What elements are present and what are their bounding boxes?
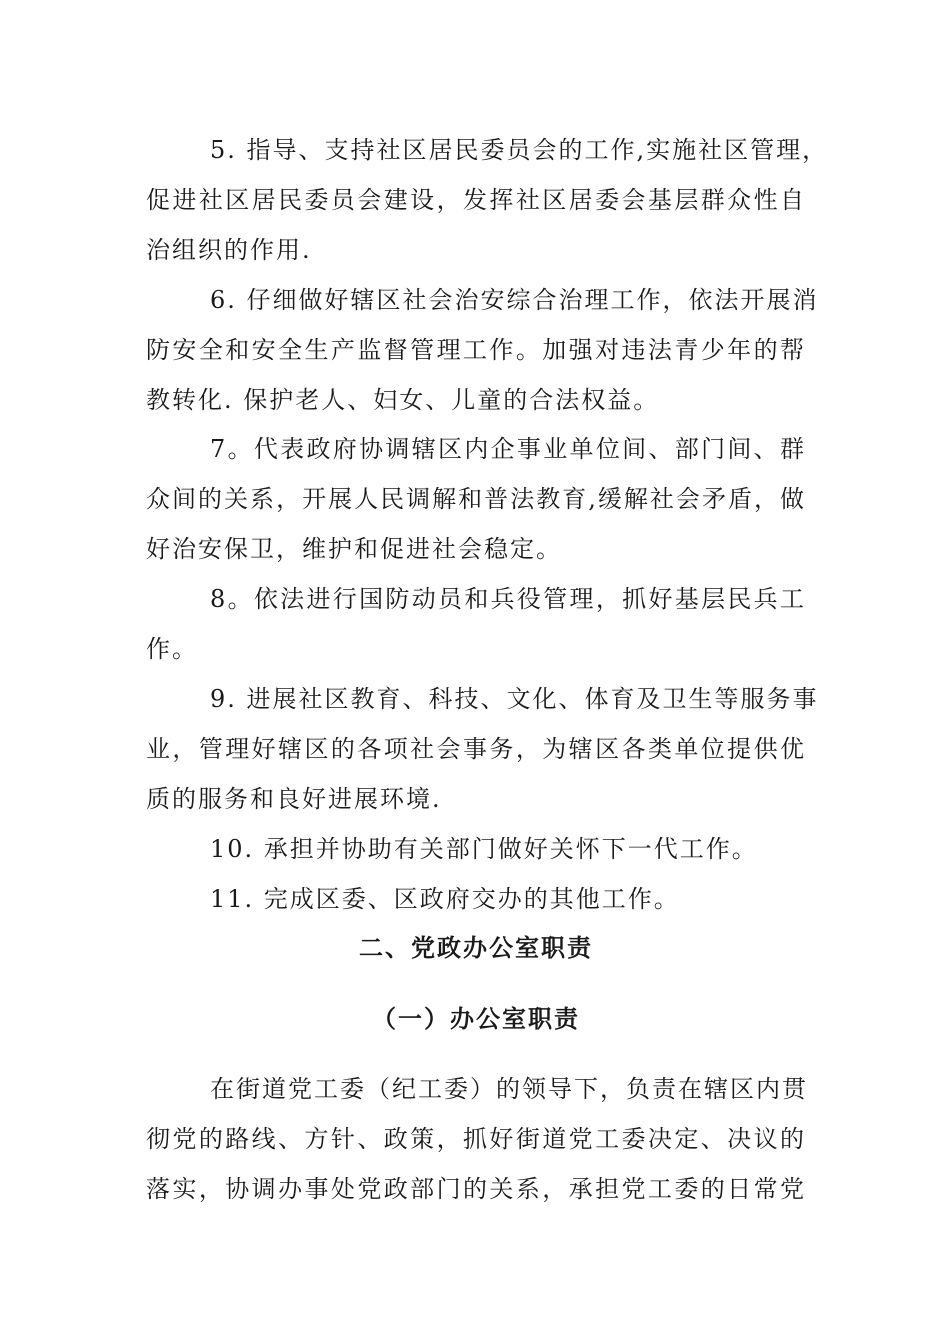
paragraph-line: 教转化. 保护老人、妇女、儿童的合法权益。 [146, 386, 660, 414]
paragraph-line: 彻党的路线、方针、政策，抓好街道党工委决定、决议的 [146, 1125, 806, 1153]
paragraph-line: 6. 仔细做好辖区社会治安综合治理工作，依法开展消 [210, 286, 819, 314]
paragraph-line: 治组织的作用. [146, 236, 312, 264]
paragraph-line: 业，管理好辖区的各项社会事务，为辖区各类单位提供优 [146, 735, 806, 763]
paragraph-line: 9. 进展社区教育、科技、文化、体育及卫生等服务事 [210, 685, 819, 713]
paragraph-line: 作。 [146, 635, 198, 663]
subsection-heading: （一）办公室职责 [372, 1005, 580, 1033]
paragraph-line: 11. 完成区委、区政府交办的其他工作。 [210, 885, 680, 913]
section-heading: 二、党政办公室职责 [359, 934, 593, 962]
paragraph-line: 众间的关系，开展人民调解和普法教育,缓解社会矛盾，做 [146, 485, 806, 513]
paragraph-line: 7。代表政府协调辖区内企事业单位间、部门间、群 [210, 435, 806, 463]
paragraph-line: 好治安保卫，维护和促进社会稳定。 [146, 535, 562, 563]
paragraph-line: 5. 指导、支持社区居民委员会的工作,实施社区管理， [210, 136, 829, 164]
paragraph-line: 10. 承担并协助有关部门做好关怀下一代工作。 [210, 835, 758, 863]
paragraph-line: 在街道党工委（纪工委）的领导下，负责在辖区内贯 [210, 1075, 808, 1103]
paragraph-line: 防安全和安全生产监督管理工作。加强对违法青少年的帮 [146, 336, 806, 364]
paragraph-line: 质的服务和良好进展环境. [146, 785, 442, 813]
paragraph-line: 促进社区居民委员会建设，发挥社区居委会基层群众性自 [146, 186, 806, 214]
paragraph-line: 8。依法进行国防动员和兵役管理，抓好基层民兵工 [210, 585, 806, 613]
paragraph-line: 落实，协调办事处党政部门的关系，承担党工委的日常党 [146, 1175, 806, 1203]
